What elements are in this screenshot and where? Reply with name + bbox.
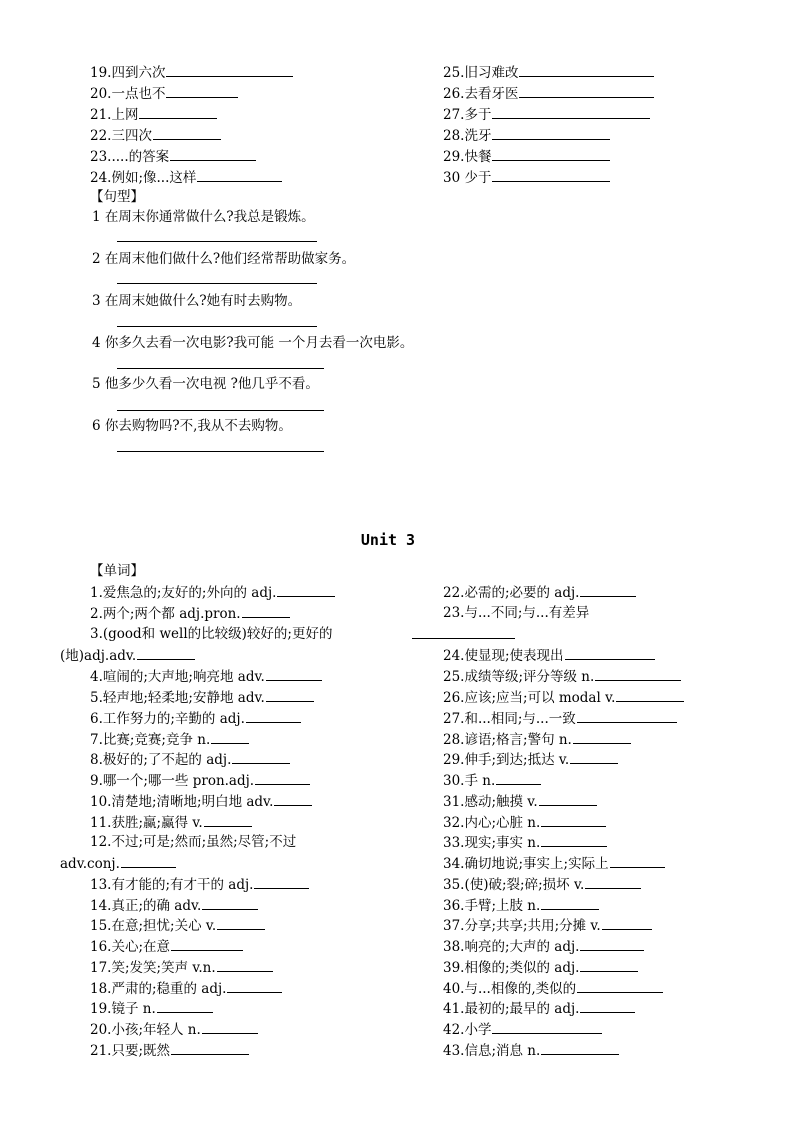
vocab-item-21: 21.上网 bbox=[90, 105, 217, 124]
unit3-word-37: 37.分享;共享;共用;分摊 v. bbox=[443, 916, 652, 935]
unit3-word-10: 10.清楚地;清晰地;明白地 adv. bbox=[90, 792, 312, 811]
answer-line bbox=[412, 638, 515, 639]
unit3-word-18: 18.严肃的;稳重的 adj. bbox=[90, 979, 282, 998]
unit3-word-12: 12.不过;可是;然而;虽然;尽管;不过 bbox=[90, 834, 297, 850]
unit3-word-43: 43.信息;消息 n. bbox=[443, 1041, 619, 1060]
answer-line bbox=[117, 368, 324, 369]
unit3-word-38: 38.响亮的;大声的 adj. bbox=[443, 937, 644, 956]
unit3-word-40: 40.与...相像的,类似的 bbox=[443, 979, 663, 998]
unit3-word-2: 2.两个;两个都 adj.pron. bbox=[90, 604, 290, 623]
unit3-word-13: 13.有才能的;有才干的 adj. bbox=[90, 875, 309, 894]
vocab-item-26: 26.去看牙医 bbox=[443, 84, 654, 103]
unit3-word-4: 4.喧闹的;大声地;响亮地 adv. bbox=[90, 667, 322, 686]
unit3-word-3-cont: (地)adj.adv. bbox=[60, 646, 195, 665]
sentence-item-1: 1 在周末你通常做什么?我总是锻炼。 bbox=[92, 209, 315, 225]
vocab-item-28: 28.洗牙 bbox=[443, 126, 610, 145]
unit3-word-8: 8.极好的;了不起的 adj. bbox=[90, 750, 290, 769]
answer-line bbox=[117, 241, 317, 242]
answer-line bbox=[117, 410, 324, 411]
unit3-word-9: 9.哪一个;哪一些 pron.adj. bbox=[90, 771, 310, 790]
unit3-word-32: 32.内心;心脏 n. bbox=[443, 813, 606, 832]
unit3-word-25: 25.成绩等级;评分等级 n. bbox=[443, 667, 681, 686]
unit3-word-41: 41.最初的;最早的 adj. bbox=[443, 999, 635, 1018]
answer-line bbox=[117, 326, 317, 327]
vocab-item-23: 23.....的答案 bbox=[90, 147, 256, 166]
unit3-word-19: 19.镜子 n. bbox=[90, 999, 213, 1018]
unit3-word-5: 5.轻声地;轻柔地;安静地 adv. bbox=[90, 688, 314, 707]
unit3-word-20: 20.小孩;年轻人 n. bbox=[90, 1020, 258, 1039]
unit3-word-14: 14.真正;的确 adv. bbox=[90, 896, 258, 915]
sentence-item-3: 3 在周末她做什么?她有时去购物。 bbox=[92, 293, 302, 309]
vocab-item-24: 24.例如;像...这样 bbox=[90, 168, 282, 187]
unit3-word-24: 24.使显现;使表现出 bbox=[443, 646, 655, 665]
vocab-item-30: 30 少于 bbox=[443, 168, 610, 187]
sentence-item-4: 4 你多久去看一次电影?我可能 一个月去看一次电影。 bbox=[92, 335, 414, 351]
unit3-word-29: 29.伸手;到达;抵达 v. bbox=[443, 750, 618, 769]
unit3-word-11: 11.获胜;赢;赢得 v. bbox=[90, 813, 252, 832]
unit3-word-7: 7.比赛;竞赛;竞争 n. bbox=[90, 730, 249, 749]
unit3-word-21: 21.只要;既然 bbox=[90, 1041, 249, 1060]
unit3-word-15: 15.在意;担忧;关心 v. bbox=[90, 916, 265, 935]
unit3-word-23: 23.与...不同;与...有差异 bbox=[443, 605, 590, 621]
unit3-word-26: 26.应该;应当;可以 modal v. bbox=[443, 688, 684, 707]
unit3-word-12-cont: adv.conj. bbox=[60, 854, 176, 873]
unit3-word-42: 42.小学 bbox=[443, 1020, 602, 1039]
vocab-item-22: 22.三四次 bbox=[90, 126, 221, 145]
vocab-item-20: 20.一点也不 bbox=[90, 84, 238, 103]
unit3-word-1: 1.爱焦急的;友好的;外向的 adj. bbox=[90, 583, 335, 602]
unit3-word-31: 31.感动;触摸 v. bbox=[443, 792, 597, 811]
sentence-item-2: 2 在周末他们做什么?他们经常帮助做家务。 bbox=[92, 251, 356, 267]
vocab-item-29: 29.快餐 bbox=[443, 147, 610, 166]
sentence-item-6: 6 你去购物吗?不,我从不去购物。 bbox=[92, 418, 292, 434]
unit3-word-33: 33.现实;事实 n. bbox=[443, 833, 607, 852]
vocab-item-25: 25.旧习难改 bbox=[443, 63, 654, 82]
vocab-heading: 【单词】 bbox=[90, 563, 144, 579]
unit3-word-17: 17.笑;发笑;笑声 v.n. bbox=[90, 958, 273, 977]
unit3-word-36: 36.手臂;上肢 n. bbox=[443, 896, 599, 915]
unit3-word-35: 35.(使)破;裂;碎;损坏 v. bbox=[443, 875, 641, 894]
vocab-item-19: 19.四到六次 bbox=[90, 63, 293, 82]
vocab-item-27: 27.多于 bbox=[443, 105, 650, 124]
unit3-word-6: 6.工作努力的;辛勤的 adj. bbox=[90, 709, 301, 728]
answer-line bbox=[117, 283, 317, 284]
unit3-word-16: 16.关心;在意 bbox=[90, 937, 243, 956]
sentence-heading: 【句型】 bbox=[90, 189, 144, 205]
unit-title: Unit 3 bbox=[360, 531, 416, 549]
unit3-word-28: 28.谚语;格言;警句 n. bbox=[443, 730, 631, 749]
unit3-word-30: 30.手 n. bbox=[443, 771, 541, 790]
unit3-word-22: 22.必需的;必要的 adj. bbox=[443, 583, 636, 602]
unit3-word-39: 39.相像的;类似的 adj. bbox=[443, 958, 638, 977]
unit3-word-3: 3.(good和 well的比较级)较好的;更好的 bbox=[90, 626, 333, 642]
unit3-word-27: 27.和...相同;与...一致 bbox=[443, 709, 677, 728]
unit3-word-34: 34.确切地说;事实上;实际上 bbox=[443, 854, 665, 873]
sentence-item-5: 5 他多少久看一次电视 ?他几乎不看。 bbox=[92, 376, 319, 392]
answer-line bbox=[117, 451, 324, 452]
